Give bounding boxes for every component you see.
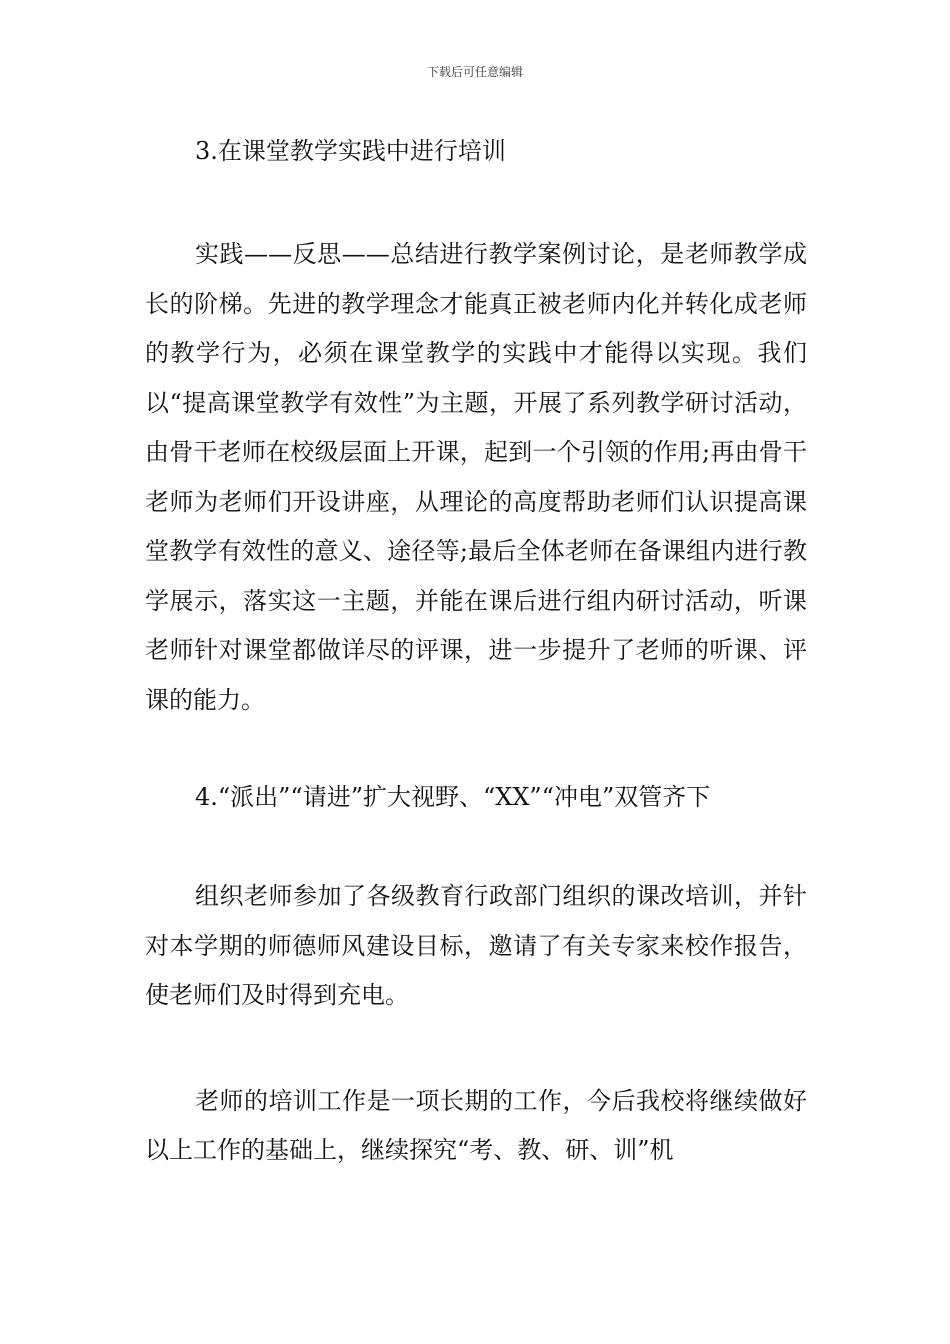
section-4-paragraph: 组织老师参加了各级教育行政部门组织的课改培训，并针对本学期的师德师风建设目标，邀请了有关专家来校作报告，使老师们及时得到充电。 xyxy=(145,882,807,1009)
document-body xyxy=(145,131,807,1176)
closing-paragraph: 老师的培训工作是一项长期的工作，今后我校将继续做好以上工作的基础上，继续探究“考、教、研、训”机 xyxy=(145,1086,807,1164)
spacer xyxy=(145,171,807,230)
section-3-paragraph: 实践——反思——总结进行教学案例讨论，是老师教学成长的阶梯。先进的教学理念才能真正被老师内化并转化成老师的教学行为，必须在课堂教学的实践中才能得以实现。我们以“提高课堂教学有效性”为主题，开展了系列教学研讨活动，由骨干老师在校级层面上开课，起到一个引领的作用;再由骨干老师为老师们开设讲座，从理论的高度帮助老师们认识提高课堂教学有效性的意义、途径等;最后全体老师在备课组内进行教学展示，落实这一主题，并能在课后进行组内研讨活动，听课老师针对课堂都做详尽的评课，进一步提升了老师的听课、评课的能力。 xyxy=(145,240,807,714)
spacer xyxy=(145,820,807,872)
section-4-heading: 4.“派出”“请进”扩大视野、“XX”“冲电”双管齐下 xyxy=(195,783,711,811)
section-3-heading: 3.在课堂教学实践中进行培训 xyxy=(195,137,506,165)
spacer xyxy=(145,725,807,775)
spacer xyxy=(145,1021,807,1077)
page-header: 下载后可任意编辑 xyxy=(426,65,523,79)
